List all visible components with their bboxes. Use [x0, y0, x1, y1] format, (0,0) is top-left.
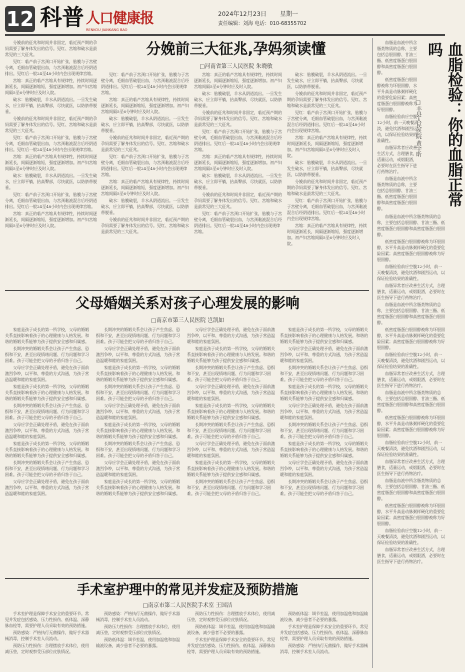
paragraph: 见红：临产前子宫颈口开始扩张，胎膜与子宫壁分离，毛细血管破裂出血，与宫颈黏液混合后经阴道排出。见红后一般24至48小时内会出现规律宫缩。: [287, 198, 367, 221]
paragraph: 血脂检验前应空腹12小时，前一天晚餐清淡，避免饮酒和剧烈运动，以保证检验结果的准确性。: [377, 352, 445, 369]
article-2-col-2: [96, 327, 182, 575]
paragraph: 家庭是孩子成长的第一所学校，父母的婚姻关系直接影响着孩子的心理健康与人格发展。和谐的婚姻关系能够为孩子提供安全感和归属感。: [96, 365, 180, 382]
paragraph: 破水：胎膜破裂，羊水从阴道流出。一旦发生破水，应立即平躺，抬高臀部，尽快就医，以防脐带脱垂。: [5, 97, 97, 114]
paragraph: 分娩前的征兆和时间并非固定，临近预产期的孕妈需要了解身体发出的信号。见红、宫缩和破水是最常见的三大征兆。: [5, 40, 97, 57]
paragraph: 血脂检验前应空腹12小时，前一天晚餐清淡，避免饮酒和剧烈运动，以保证检验结果的准确性。: [377, 264, 445, 281]
paragraph: 长期冲突的婚姻关系会让孩子产生焦虑、恐惧和不安，甚至出现情绪问题、行为问题和学习困难。孩子可能会把父母的矛盾归咎于自己。: [187, 479, 275, 496]
paragraph: 长期冲突的婚姻关系会让孩子产生焦虑、恐惧和不安，甚至出现情绪问题、行为问题和学习困难。孩子可能会把父母的矛盾归咎于自己。: [96, 327, 180, 344]
paragraph: 血脂异常者应改善生活方式，合理膳食，适量运动，戒烟限酒，必要时在医生指导下进行药物治疗。: [377, 547, 445, 564]
newspaper-sub: RENKOU JIANKANG BAO: [86, 28, 128, 32]
paragraph: 预防低体温：调节室温，使用加温毯和加温输液设备，减少患者不必要的暴露。: [280, 611, 368, 622]
paragraph: 血脂检验前应空腹12小时，前一天晚餐清淡，避免饮酒和剧烈运动，以保证检验结果的准确性。: [377, 114, 419, 143]
paragraph: 预防感染：严格执行无菌操作，做好手术器械消毒，控制手术室人员流动。: [5, 630, 89, 641]
paragraph: 破水：胎膜破裂，羊水从阴道流出。一旦发生破水，应立即平躺，抬高臀部，尽快就医，以防脐带脱垂。: [194, 91, 282, 108]
paragraph: 见红：临产前子宫颈口开始扩张，胎膜与子宫壁分离，毛细血管破裂出血，与宫颈黏液混合后经阴道排出。见红后一般24至48小时内会出现规律宫缩。: [5, 135, 97, 152]
paragraph: 父母应学会正确处理矛盾，避免在孩子面前激烈争吵，以平和、尊重的方式沟通，为孩子营造温暖和睦的家庭氛围。: [280, 346, 368, 363]
paragraph: 宫缩：真正的临产宫缩具有规律性，持续时间逐渐延长，间隔逐渐缩短，强度逐渐增加。初产妇宫缩间隔5至6分钟时应及时入院。: [194, 72, 282, 89]
paragraph: 血脂是血液中所含脂类物质的总称，主要包括总胆固醇、甘油三酯、低密度脂蛋白胆固醇和高密度脂蛋白胆固醇。: [377, 176, 417, 211]
column-divider: [372, 38, 373, 668]
paragraph: 预防压力性损伤：合理摆放手术体位，使用减压垫，定时观察受压部位皮肤情况。: [96, 624, 180, 635]
paragraph: 长期冲突的婚姻关系会让孩子产生焦虑、恐惧和不安，甚至出现情绪问题、行为问题和学习困难。孩子可能会把父母的矛盾归咎于自己。: [5, 403, 89, 420]
paragraph: 见红：临产前子宫颈口开始扩张，胎膜与子宫壁分离，毛细血管破裂出血，与宫颈黏液混合后经阴道排出。见红后一般24至48小时内会出现规律宫缩。: [5, 192, 97, 209]
paragraph: 宫缩：真正的临产宫缩具有规律性，持续时间逐渐延长，间隔逐渐缩短，强度逐渐增加。初产妇宫缩间隔5至6分钟时应及时入院。: [287, 223, 367, 246]
paragraph: 血脂是血液中所含脂类物质的总称，主要包括总胆固醇、甘油三酯、低密度脂蛋白胆固醇和高密度脂蛋白胆固醇。: [377, 390, 445, 413]
article-2-byline: □南京市第三人民医院 岂凯如: [151, 318, 224, 324]
paragraph: 低密度脂蛋白胆固醇被称为坏胆固醇，水平升高是动脉粥样硬化的重要危险因素；高密度脂蛋白胆固醇被称为好胆固醇。: [377, 415, 445, 438]
paragraph: 分娩前的征兆和时间并非固定，临近预产期的孕妈需要了解身体发出的信号。见红、宫缩和破水是最常见的三大征兆。: [5, 116, 97, 133]
paragraph: 手术室护理是保障手术安全的重要环节。常见并发症包括感染、压力性损伤、低体温、深静脉血栓等，需要护理人员采取有效的预防措施。: [187, 637, 275, 654]
paragraph: 父母应学会正确处理矛盾，避免在孩子面前激烈争吵，以平和、尊重的方式沟通，为孩子营造温暖和睦的家庭氛围。: [5, 422, 89, 439]
paragraph: 预防感染：严格执行无菌操作，做好手术器械消毒，控制手术室人员流动。: [96, 611, 180, 622]
paragraph: 分娩前的征兆和时间并非固定，临近预产期的孕妈需要了解身体发出的信号。见红、宫缩和破水是最常见的三大征兆。: [101, 217, 189, 234]
paragraph: 宫缩：真正的临产宫缩具有规律性，持续时间逐渐延长，间隔逐渐缩短，强度逐渐增加。初产妇宫缩间隔5至6分钟时应及时入院。: [101, 97, 189, 114]
paragraph: 见红：临产前子宫颈口开始扩张，胎膜与子宫壁分离，毛细血管破裂出血，与宫颈黏液混合后经阴道排出。见红后一般24至48小时内会出现规律宫缩。: [194, 211, 282, 234]
paragraph: 宫缩：真正的临产宫缩具有规律性，持续时间逐渐延长，间隔逐渐缩短，强度逐渐增加。初产妇宫缩间隔5至6分钟时应及时入院。: [5, 154, 97, 171]
paragraph: 父母应学会正确处理矛盾，避免在孩子面前激烈争吵，以平和、尊重的方式沟通，为孩子营造温暖和睦的家庭氛围。: [96, 346, 180, 363]
article-4-body: [377, 214, 445, 668]
paragraph: 父母应学会正确处理矛盾，避免在孩子面前激烈争吵，以平和、尊重的方式沟通，为孩子营造温暖和睦的家庭氛围。: [96, 403, 180, 420]
paragraph: 分娩前的征兆和时间并非固定，临近预产期的孕妈需要了解身体发出的信号。见红、宫缩和破水是最常见的三大征兆。: [287, 91, 367, 108]
article-4-intro: [377, 40, 419, 211]
article-1-col-4: [287, 72, 367, 286]
paragraph: 破水：胎膜破裂，羊水从阴道流出。一旦发生破水，应立即平躺，抬高臀部，尽快就医，以防脐带脱垂。: [287, 160, 367, 177]
paragraph: 见红：临产前子宫颈口开始扩张，胎膜与子宫壁分离，毛细血管破裂出血，与宫颈黏液混合后经阴道排出。见红后一般24至48小时内会出现规律宫缩。: [101, 154, 189, 177]
article-1-col-3: [194, 72, 283, 286]
paragraph: 家庭是孩子成长的第一所学校，父母的婚姻关系直接影响着孩子的心理健康与人格发展。和谐的婚姻关系能够为孩子提供安全感和归属感。: [187, 346, 275, 363]
paragraph: 家庭是孩子成长的第一所学校，父母的婚姻关系直接影响着孩子的心理健康与人格发展。和谐的婚姻关系能够为孩子提供安全感和归属感。: [96, 479, 180, 496]
paragraph: 家庭是孩子成长的第一所学校，父母的婚姻关系直接影响着孩子的心理健康与人格发展。和谐的婚姻关系能够为孩子提供安全感和归属感。: [280, 327, 368, 344]
paragraph: 预防压力性损伤：合理摆放手术体位，使用减压垫，定时观察受压部位皮肤情况。: [5, 643, 89, 654]
paragraph: 父母应学会正确处理矛盾，避免在孩子面前激烈争吵，以平和、尊重的方式沟通，为孩子营造温暖和睦的家庭氛围。: [187, 441, 275, 458]
paragraph: 家庭是孩子成长的第一所学校，父母的婚姻关系直接影响着孩子的心理健康与人格发展。和谐的婚姻关系能够为孩子提供安全感和归属感。: [96, 422, 180, 439]
paragraph: 血脂是血液中所含脂类物质的总称，主要包括总胆固醇、甘油三酯、低密度脂蛋白胆固醇和高密度脂蛋白胆固醇。: [377, 302, 445, 325]
paragraph: 血脂检验前应空腹12小时，前一天晚餐清淡，避免饮酒和剧烈运动，以保证检验结果的准确性。: [377, 528, 445, 545]
paragraph: 血脂检验前应空腹12小时，前一天晚餐清淡，避免饮酒和剧烈运动，以保证检验结果的准确性。: [377, 440, 445, 457]
paragraph: 父母应学会正确处理矛盾，避免在孩子面前激烈争吵，以平和、尊重的方式沟通，为孩子营造温暖和睦的家庭氛围。: [280, 460, 368, 477]
paragraph: 低密度脂蛋白胆固醇被称为坏胆固醇，水平升高是动脉粥样硬化的重要危险因素；高密度脂蛋白胆固醇被称为好胆固醇。: [377, 239, 445, 262]
paragraph: 长期冲突的婚姻关系会让孩子产生焦虑、恐惧和不安，甚至出现情绪问题、行为问题和学习困难。孩子可能会把父母的矛盾归咎于自己。: [96, 384, 180, 401]
paragraph: 分娩前的征兆和时间并非固定，临近预产期的孕妈需要了解身体发出的信号。见红、宫缩和破水是最常见的三大征兆。: [194, 110, 282, 127]
paragraph: 家庭是孩子成长的第一所学校，父母的婚姻关系直接影响着孩子的心理健康与人格发展。和谐的婚姻关系能够为孩子提供安全感和归属感。: [5, 327, 89, 344]
article-2-col-3: [187, 327, 275, 575]
paragraph: 父母应学会正确处理矛盾，避免在孩子面前激烈争吵，以平和、尊重的方式沟通，为孩子营造温暖和睦的家庭氛围。: [280, 403, 368, 420]
paragraph: 长期冲突的婚姻关系会让孩子产生焦虑、恐惧和不安，甚至出现情绪问题、行为问题和学习困难。孩子可能会把父母的矛盾归咎于自己。: [96, 441, 180, 458]
paragraph: 血脂异常者应改善生活方式，合理膳食，适量运动，戒烟限酒，必要时在医生指导下进行药物治疗。: [377, 459, 445, 476]
issue-date: 2024年12月23日: [218, 11, 267, 18]
paragraph: 长期冲突的婚姻关系会让孩子产生焦虑、恐惧和不安，甚至出现情绪问题、行为问题和学习困难。孩子可能会把父母的矛盾归咎于自己。: [280, 479, 368, 496]
section-rule: [5, 290, 369, 291]
article-2-col-4: [280, 327, 368, 575]
paragraph: 破水：胎膜破裂，羊水从阴道流出。一旦发生破水，应立即平躺，抬高臀部，尽快就医，以防脐带脱垂。: [5, 173, 97, 190]
article-1-col-2: [101, 72, 190, 286]
paragraph: 宫缩：真正的临产宫缩具有规律性，持续时间逐渐延长，间隔逐渐缩短，强度逐渐增加。初产妇宫缩间隔5至6分钟时应及时入院。: [5, 78, 97, 95]
issue-weekday: 星期一: [280, 11, 299, 18]
paragraph: 血脂异常者应改善生活方式，合理膳食，适量运动，戒烟限酒，必要时在医生指导下进行药物治疗。: [377, 371, 445, 388]
paragraph: 低密度脂蛋白胆固醇被称为坏胆固醇，水平升高是动脉粥样硬化的重要危险因素；高密度脂蛋白胆固醇被称为好胆固醇。: [377, 77, 417, 112]
article-1-byline: □河南省第三人民医院 朱晓敏: [199, 64, 273, 70]
paragraph: 预防压力性损伤：合理摆放手术体位，使用减压垫，定时观察受压部位皮肤情况。: [187, 611, 275, 622]
paragraph: 见红：临产前子宫颈口开始扩张，胎膜与子宫壁分离，毛细血管破裂出血，与宫颈黏液混合后经阴道排出。见红后一般24至48小时内会出现规律宫缩。: [287, 110, 367, 133]
paragraph: 血脂异常者应改善生活方式，合理膳食，适量运动，戒烟限酒，必要时在医生指导下进行药物治疗。: [377, 283, 445, 300]
paragraph: 见红：临产前子宫颈口开始扩张，胎膜与子宫壁分离，毛细血管破裂出血，与宫颈黏液混合后经阴道排出。见红后一般24至48小时内会出现规律宫缩。: [5, 59, 97, 76]
paragraph: 手术室护理是保障手术安全的重要环节。常见并发症包括感染、压力性损伤、低体温、深静脉血栓等，需要护理人员采取有效的预防措施。: [5, 611, 89, 628]
paragraph: 预防感染：严格执行无菌操作，做好手术器械消毒，控制手术室人员流动。: [280, 643, 368, 654]
article-1-title: 分娩前三大征兆,孕妈须读懂: [146, 42, 326, 58]
article-4-byline: □丰县人民医院 黄宇昕: [415, 100, 421, 158]
paragraph: 家庭是孩子成长的第一所学校，父母的婚姻关系直接影响着孩子的心理健康与人格发展。和谐的婚姻关系能够为孩子提供安全感和归属感。: [187, 403, 275, 420]
article-3-col-2: [96, 611, 182, 669]
paragraph: 父母应学会正确处理矛盾，避免在孩子面前激烈争吵，以平和、尊重的方式沟通，为孩子营造温暖和睦的家庭氛围。: [96, 460, 180, 477]
newspaper-name: 人口健康报: [86, 11, 154, 27]
paragraph: 父母应学会正确处理矛盾，避免在孩子面前激烈争吵，以平和、尊重的方式沟通，为孩子营造温暖和睦的家庭氛围。: [187, 384, 275, 401]
masthead-rule: [5, 34, 445, 36]
paragraph: 血脂异常者应改善生活方式，合理膳食，适量运动，戒烟限酒，必要时在医生指导下进行药物治疗。: [377, 145, 417, 174]
paragraph: 家庭是孩子成长的第一所学校，父母的婚姻关系直接影响着孩子的心理健康与人格发展。和谐的婚姻关系能够为孩子提供安全感和归属感。: [187, 460, 275, 477]
paragraph: 家庭是孩子成长的第一所学校，父母的婚姻关系直接影响着孩子的心理健康与人格发展。和谐的婚姻关系能够为孩子提供安全感和归属感。: [5, 441, 89, 458]
paragraph: 长期冲突的婚姻关系会让孩子产生焦虑、恐惧和不安，甚至出现情绪问题、行为问题和学习困难。孩子可能会把父母的矛盾归咎于自己。: [280, 422, 368, 439]
article-3-col-1: [5, 611, 91, 669]
paragraph: 长期冲突的婚姻关系会让孩子产生焦虑、恐惧和不安，甚至出现情绪问题、行为问题和学习困难。孩子可能会把父母的矛盾归咎于自己。: [280, 365, 368, 382]
editor-contacts: 责任编辑：刘海 电话：010-68355702: [218, 21, 307, 27]
article-3-byline: □南京市第二人民医院手术室 王国洁: [142, 603, 233, 609]
paragraph: 分娩前的征兆和时间并非固定，临近预产期的孕妈需要了解身体发出的信号。见红、宫缩和破水是最常见的三大征兆。: [287, 179, 367, 196]
newspaper-logo: [86, 8, 154, 32]
article-3-title: 手术室护理中的常见并发症及预防措施: [76, 583, 298, 598]
paragraph: 见红：临产前子宫颈口开始扩张，胎膜与子宫壁分离，毛细血管破裂出血，与宫颈黏液混合后经阴道排出。见红后一般24至48小时内会出现规律宫缩。: [194, 129, 282, 152]
paragraph: 长期冲突的婚姻关系会让孩子产生焦虑、恐惧和不安，甚至出现情绪问题、行为问题和学习困难。孩子可能会把父母的矛盾归咎于自己。: [187, 422, 275, 439]
page-number: 12: [6, 7, 34, 31]
section-title: 科普: [40, 6, 85, 31]
paragraph: 宫缩：真正的临产宫缩具有规律性，持续时间逐渐延长，间隔逐渐缩短，强度逐渐增加。初产妇宫缩间隔5至6分钟时应及时入院。: [101, 179, 189, 196]
article-4-title: 血脂检验：你的血脂正常吗: [426, 42, 464, 207]
paragraph: 长期冲突的婚姻关系会让孩子产生焦虑、恐惧和不安，甚至出现情绪问题、行为问题和学习困难。孩子可能会把父母的矛盾归咎于自己。: [5, 346, 89, 363]
paragraph: 手术室护理是保障手术安全的重要环节。常见并发症包括感染、压力性损伤、低体温、深静脉血栓等，需要护理人员采取有效的预防措施。: [280, 624, 368, 641]
paragraph: 见红：临产前子宫颈口开始扩张，胎膜与子宫壁分离，毛细血管破裂出血，与宫颈黏液混合后经阴道排出。见红后一般24至48小时内会出现规律宫缩。: [101, 72, 189, 95]
article-3-col-4: [280, 611, 368, 669]
paragraph: 父母应学会正确处理矛盾，避免在孩子面前激烈争吵，以平和、尊重的方式沟通，为孩子营造温暖和睦的家庭氛围。: [187, 327, 275, 344]
paragraph: 破水：胎膜破裂，羊水从阴道流出。一旦发生破水，应立即平躺，抬高臀部，尽快就医，以防脐带脱垂。: [287, 72, 367, 89]
paragraph: 父母应学会正确处理矛盾，避免在孩子面前激烈争吵，以平和、尊重的方式沟通，为孩子营造温暖和睦的家庭氛围。: [5, 479, 89, 496]
paragraph: 长期冲突的婚姻关系会让孩子产生焦虑、恐惧和不安，甚至出现情绪问题、行为问题和学习困难。孩子可能会把父母的矛盾归咎于自己。: [187, 365, 275, 382]
article-2-title: 父母婚姻关系对孩子心理发展的影响: [75, 296, 300, 312]
paragraph: 血脂是血液中所含脂类物质的总称，主要包括总胆固醇、甘油三酯、低密度脂蛋白胆固醇和高密度脂蛋白胆固醇。: [377, 214, 445, 237]
paragraph: 血脂是血液中所含脂类物质的总称，主要包括总胆固醇、甘油三酯、低密度脂蛋白胆固醇和高密度脂蛋白胆固醇。: [377, 40, 417, 75]
paragraph: 分娩前的征兆和时间并非固定，临近预产期的孕妈需要了解身体发出的信号。见红、宫缩和破水是最常见的三大征兆。: [194, 192, 282, 209]
paragraph: 血脂是血液中所含脂类物质的总称，主要包括总胆固醇、甘油三酯、低密度脂蛋白胆固醇和高密度脂蛋白胆固醇。: [377, 478, 445, 501]
paragraph: 家庭是孩子成长的第一所学校，父母的婚姻关系直接影响着孩子的心理健康与人格发展。和谐的婚姻关系能够为孩子提供安全感和归属感。: [5, 384, 89, 401]
section-rule: [5, 578, 369, 579]
article-1-left-column: [5, 40, 97, 286]
paragraph: 分娩前的征兆和时间并非固定，临近预产期的孕妈需要了解身体发出的信号。见红、宫缩和破水是最常见的三大征兆。: [101, 135, 189, 152]
paragraph: 家庭是孩子成长的第一所学校，父母的婚姻关系直接影响着孩子的心理健康与人格发展。和谐的婚姻关系能够为孩子提供安全感和归属感。: [280, 384, 368, 401]
paragraph: 长期冲突的婚姻关系会让孩子产生焦虑、恐惧和不安，甚至出现情绪问题、行为问题和学习困难。孩子可能会把父母的矛盾归咎于自己。: [5, 460, 89, 477]
paragraph: 预防低体温：调节室温，使用加温毯和加温输液设备，减少患者不必要的暴露。: [187, 624, 275, 635]
paragraph: 宫缩：真正的临产宫缩具有规律性，持续时间逐渐延长，间隔逐渐缩短，强度逐渐增加。初产妇宫缩间隔5至6分钟时应及时入院。: [194, 154, 282, 171]
paragraph: 破水：胎膜破裂，羊水从阴道流出。一旦发生破水，应立即平躺，抬高臀部，尽快就医，以防脐带脱垂。: [101, 198, 189, 215]
paragraph: 宫缩：真正的临产宫缩具有规律性，持续时间逐渐延长，间隔逐渐缩短，强度逐渐增加。初产妇宫缩间隔5至6分钟时应及时入院。: [5, 211, 97, 228]
paragraph: 破水：胎膜破裂，羊水从阴道流出。一旦发生破水，应立即平躺，抬高臀部，尽快就医，以防脐带脱垂。: [194, 173, 282, 190]
paragraph: 父母应学会正确处理矛盾，避免在孩子面前激烈争吵，以平和、尊重的方式沟通，为孩子营造温暖和睦的家庭氛围。: [5, 365, 89, 382]
paragraph: 预防低体温：调节室温，使用加温毯和加温输液设备，减少患者不必要的暴露。: [96, 637, 180, 648]
article-2-col-1: [5, 327, 91, 575]
paragraph: 宫缩：真正的临产宫缩具有规律性，持续时间逐渐延长，间隔逐渐缩短，强度逐渐增加。初产妇宫缩间隔5至6分钟时应及时入院。: [287, 135, 367, 158]
paragraph: 低密度脂蛋白胆固醇被称为坏胆固醇，水平升高是动脉粥样硬化的重要危险因素；高密度脂蛋白胆固醇被称为好胆固醇。: [377, 503, 445, 526]
paragraph: 低密度脂蛋白胆固醇被称为坏胆固醇，水平升高是动脉粥样硬化的重要危险因素；高密度脂蛋白胆固醇被称为好胆固醇。: [377, 327, 445, 350]
paragraph: 家庭是孩子成长的第一所学校，父母的婚姻关系直接影响着孩子的心理健康与人格发展。和谐的婚姻关系能够为孩子提供安全感和归属感。: [280, 441, 368, 458]
article-3-col-3: [187, 611, 275, 669]
paragraph: 破水：胎膜破裂，羊水从阴道流出。一旦发生破水，应立即平躺，抬高臀部，尽快就医，以防脐带脱垂。: [101, 116, 189, 133]
